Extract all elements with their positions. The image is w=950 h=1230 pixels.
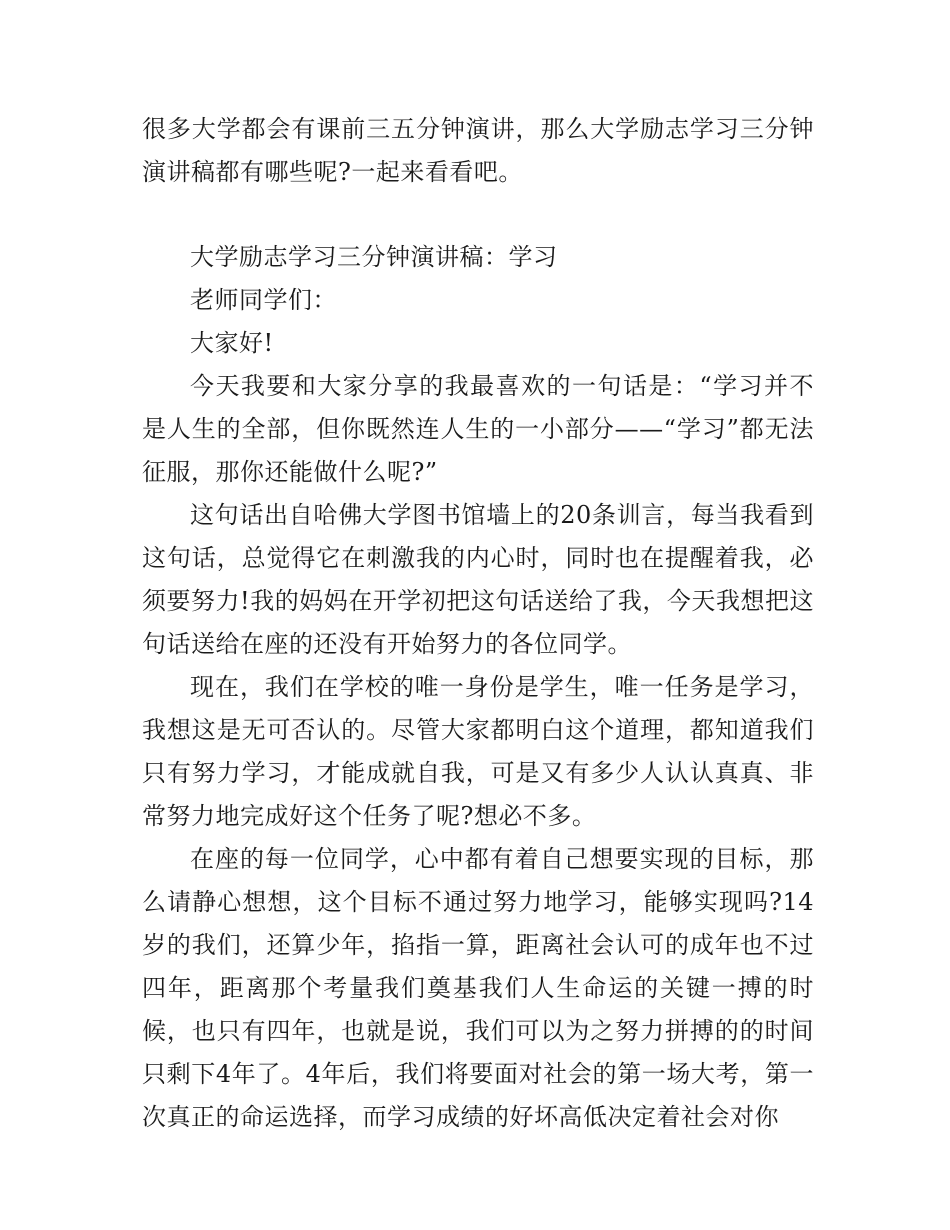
intro-paragraph: 很多大学都会有课前三五分钟演讲，那么大学励志学习三分钟演讲稿都有哪些呢?一起来看看吧。: [142, 115, 814, 186]
salutation: 老师同学们：: [190, 286, 337, 314]
greeting: 大家好!: [190, 329, 274, 357]
body-paragraph: 在座的每一位同学，心中都有着自己想要实现的目标，那么请静心想想，这个目标不通过努力地学习，能够实现吗?14岁的我们，还算少年，掐指一算，距离社会认可的成年也不过四年，距离那个考量我们奠基我们人生命运的关键一搏的时候，也只有四年，也就是说，我们可以为之努力拼搏的的时间只剩下4年了。4年后，我们将要面对社会的第一场大考，第一次真正的命运选择，而学习成绩的好坏高低决定着社会对你: [142, 845, 814, 1131]
speech-heading: 大学励志学习三分钟演讲稿：学习: [190, 243, 558, 271]
document-page: [142, 108, 814, 1139]
body-paragraph: 现在，我们在学校的唯一身份是学生，唯一任务是学习，我想这是无可否认的。尽管大家都明白这个道理，都知道我们只有努力学习，才能成就自我，可是又有多少人认认真真、非常努力地完成好这个任务了呢?想必不多。: [142, 673, 814, 830]
body-paragraph: 这句话出自哈佛大学图书馆墙上的20条训言，每当我看到这句话，总觉得它在刺激我的内心时，同时也在提醒着我，必须要努力!我的妈妈在开学初把这句话送给了我，今天我想把这句话送给在座的还没有开始努力的各位同学。: [142, 501, 814, 658]
paragraph-gap: [142, 194, 814, 236]
body-paragraph: 今天我要和大家分享的我最喜欢的一句话是：“学习并不是人生的全部，但你既然连人生的一小部分——“学习”都无法征服，那你还能做什么呢?”: [142, 372, 814, 486]
